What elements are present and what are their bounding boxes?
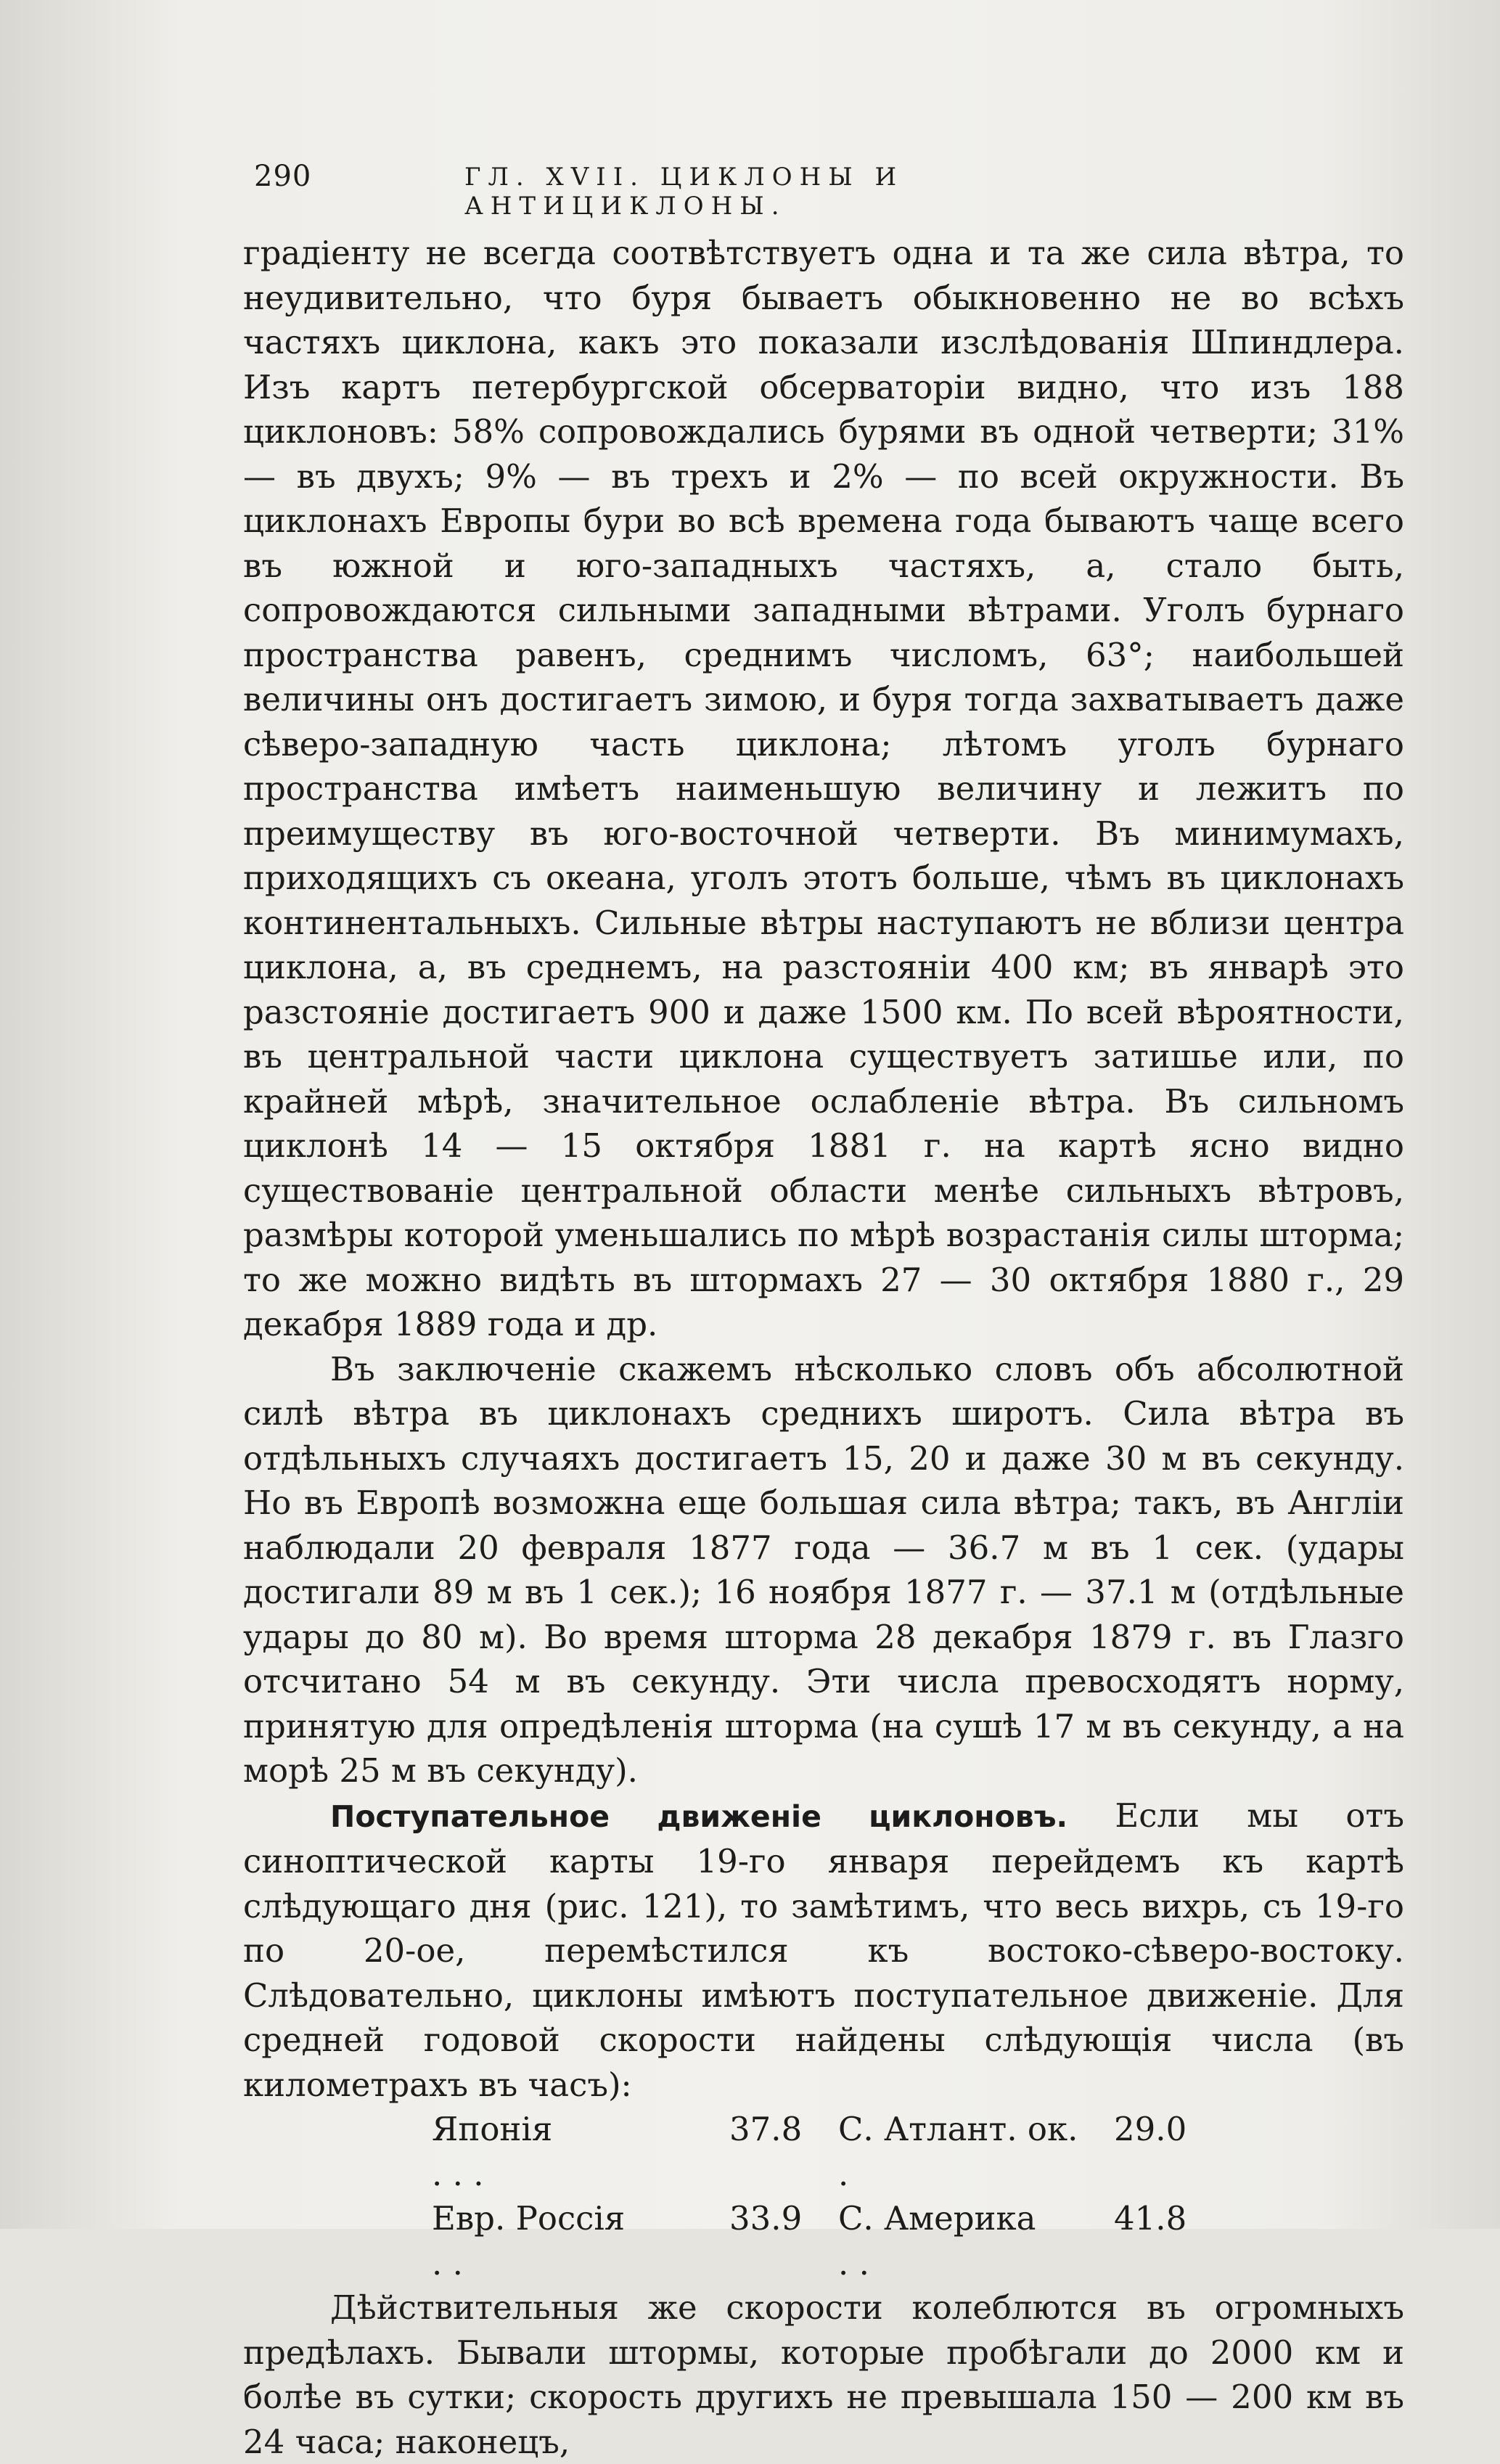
paragraph-wind-force: градіенту не всегда соотвѣтствуетъ одна и та же сила вѣтра, то неудивительно, что буря бываетъ обыкновенно не во всѣхъ частяхъ циклона, какъ это показали изслѣдованія Шпиндлера. Изъ картъ петербургской обсерваторіи видно, что изъ 188 циклоновъ: 58% сопровождались бурями въ одной четверти; 31% — въ двухъ; 9% — въ трехъ и 2% — по всей окружности. Въ циклонахъ Европы бури во всѣ времена года бываютъ чаще всего въ южной и юго-западныхъ частяхъ, а, стало быть, сопровождаются сильными западными вѣтрами. Уголъ бурнаго пространства равенъ, среднимъ числомъ, 63°; наибольшей величины онъ достигаетъ зимою, и буря тогда захватываетъ даже сѣверо-западную часть циклона; лѣтомъ уголъ бурнаго пространства имѣетъ наименьшую величину и лежитъ по преимуществу въ юго-восточной четверти. Въ минимумахъ, приходящихъ съ океана, уголъ этотъ больше, чѣмъ въ циклонахъ континентальныхъ. Сильные вѣтры наступаютъ не вблизи центра циклона, а, въ среднемъ, на разстояніи 400 км; въ январѣ это разстояніе достигаетъ 900 и даже 1500 км. По всей вѣроятности, въ центральной части циклона существуетъ затишье или, по крайней мѣрѣ, значительное ослабленіе вѣтра. Въ сильномъ циклонѣ 14 — 15 октября 1881 г. на картѣ ясно видно существованіе центральной области менѣе сильныхъ вѣтровъ, размѣры которой уменьшались по мѣрѣ возрастанія силы шторма; то же можно видѣть въ штормахъ 27 — 30 октября 1880 г., 29 декабря 1889 года и др. bbox=[243, 234, 1404, 1343]
speed-value: 29.0 bbox=[1114, 2110, 1187, 2148]
speed-value: 33.9 bbox=[729, 2199, 803, 2238]
paragraph-translational-text: Если мы отъ синоптической карты 19-го января перейдемъ къ картѣ слѣдующаго дня (рис. 121), то замѣтимъ, что весь вихрь, съ 19-го по 20-ое, перемѣстился къ востоко-сѣверо-востоку. Слѣдовательно, циклоны имѣютъ поступательное движеніе. Для средней годовой скорости найдены слѣдующія числа (въ километрахъ въ часъ): bbox=[243, 1796, 1404, 2104]
page-number: 290 bbox=[254, 160, 312, 193]
speed-table bbox=[432, 2107, 1404, 2285]
speed-value: 37.8 bbox=[729, 2110, 803, 2148]
paragraph-actual-speeds: Дѣйствительныя же скорости колеблются въ огромныхъ предѣлахъ. Бывали штормы, которые пробѣгали до 2000 км и болѣе въ сутки; скорость другихъ не превышала 150 — 200 км въ 24 часа; наконецъ, bbox=[243, 2288, 1404, 2461]
speed-region: С. Америка . . bbox=[838, 2199, 1036, 2283]
running-title: ГЛ. XVII. ЦИКЛОНЫ И АНТИЦИКЛОНЫ. bbox=[464, 163, 904, 221]
speed-region: Евр. Россія . . bbox=[432, 2199, 626, 2283]
page-body bbox=[243, 231, 1404, 2464]
speed-region: С. Атлант. ок. . bbox=[838, 2110, 1078, 2193]
paragraph-translational-motion bbox=[243, 1793, 1404, 2108]
speed-region: Японія . . . bbox=[432, 2110, 553, 2193]
paragraph-absolute-force: Въ заключеніе скажемъ нѣсколько словъ объ абсолютной силѣ вѣтра въ циклонахъ среднихъ широтъ. Сила вѣтра въ отдѣльныхъ случаяхъ достигаетъ 15, 20 и даже 30 м въ секунду. Но въ Европѣ возможна еще большая сила вѣтра; такъ, въ Англіи наблюдали 20 февраля 1877 года — 36.7 м въ 1 сек. (удары достигали 89 м въ 1 сек.); 16 ноября 1877 г. — 37.1 м (отдѣльные удары до 80 м). Во время шторма 28 декабря 1879 г. въ Глазго отсчитано 54 м въ секунду. Эти числа превосходятъ норму, принятую для опредѣленія шторма (на сушѣ 17 м въ секунду, а на морѣ 25 м въ секунду). bbox=[243, 1349, 1404, 1790]
section-heading: Поступательное движеніе циклоновъ. bbox=[330, 1798, 1068, 1834]
speed-value: 41.8 bbox=[1114, 2199, 1187, 2238]
